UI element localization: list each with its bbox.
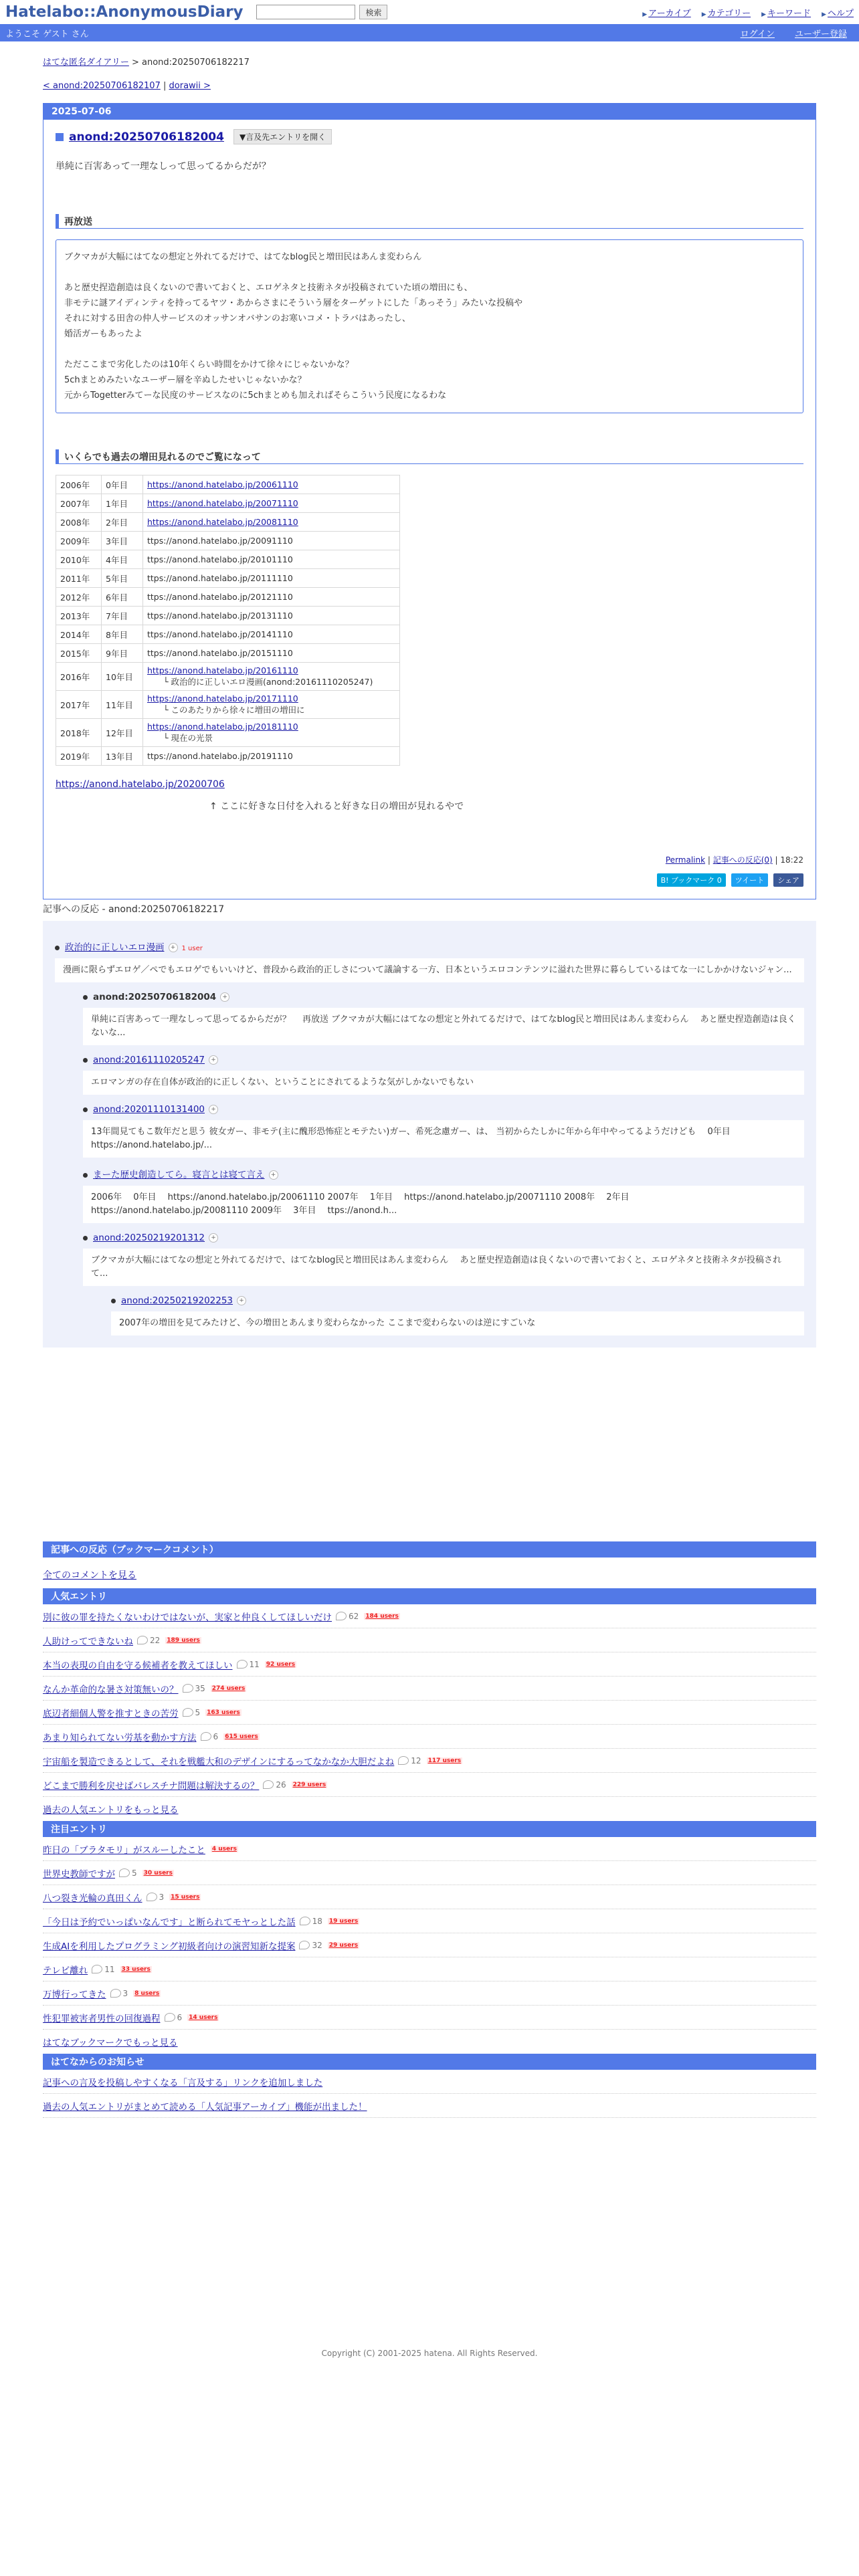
notable-more-link[interactable]: はてなブックマークでもっと見る: [43, 2038, 178, 2048]
bookmark-users-badge[interactable]: 229 users: [292, 1781, 326, 1788]
year-url-text: ttps://anond.hatelabo.jp/20121110: [147, 592, 293, 602]
quote-line: ただここまで劣化したのは10年くらい時間をかけて徐々にじゃないかな？: [64, 360, 354, 370]
prev-entry-link[interactable]: < anond:20250706182107: [43, 81, 161, 91]
bullet-icon: [111, 1299, 116, 1303]
welcome-bar: [0, 24, 859, 41]
nth-year-cell: 4年目: [102, 550, 143, 569]
entry-list-link[interactable]: 本当の表現の自由を守る候補者を教えてほしい: [43, 1660, 233, 1671]
reaction-head: [83, 1232, 804, 1243]
year-url-text: ttps://anond.hatelabo.jp/20131110: [147, 611, 293, 621]
news-link[interactable]: 過去の人気エントリがまとめて読める「人気記事アーカイブ」機能が出ました！: [43, 2101, 367, 2113]
permalink[interactable]: Permalink: [665, 855, 706, 865]
bookmark-comments-heading: 記事への反応（ブックマークコメント）: [43, 1541, 816, 1558]
popular-heading: 人気エントリ: [43, 1588, 816, 1604]
comment-count[interactable]: 6: [201, 1732, 219, 1741]
year-cell: 2009年: [56, 532, 102, 550]
comment-count[interactable]: 11: [237, 1660, 260, 1669]
entry-list-link[interactable]: どこまで勝利を戻せばパレスチナ問題は解決するの？: [43, 1780, 260, 1792]
reaction-head: [83, 1104, 804, 1115]
comment-count[interactable]: 18: [300, 1917, 322, 1926]
breadcrumb-sep: >: [128, 58, 142, 68]
url-cell: [143, 532, 400, 550]
bullet-icon: [55, 946, 60, 950]
nth-year-cell: 2年目: [102, 513, 143, 532]
search-button[interactable]: 検索: [359, 5, 387, 19]
year-url-text: ttps://anond.hatelabo.jp/20151110: [147, 648, 293, 658]
reaction-body: 2006年 0年目 https://anond.hatelabo.jp/20061110 2007年 1年目 https://anond.hatelabo.jp/20071110 2008年 2年目 https://anond.hatelabo.jp/20081110 2009年 3年目 ttps://anond.h...: [83, 1186, 804, 1223]
entry-list-link[interactable]: 底辺者細個人警を推すときの苦労: [43, 1708, 179, 1719]
reaction-item: [83, 1055, 804, 1095]
year-cell: 2013年: [56, 607, 102, 625]
url-cell: [143, 475, 400, 494]
comment-count[interactable]: 26: [263, 1780, 286, 1790]
sample-date-link[interactable]: https://anond.hatelabo.jp/20200706: [56, 779, 225, 790]
year-row: [56, 494, 400, 513]
reaction-item: [83, 1167, 804, 1223]
bookmark-users-badge[interactable]: 4 users: [211, 1845, 237, 1852]
year-cell: 2012年: [56, 588, 102, 607]
entry-intro: 単純に百害あって一理なしって思ってるからだが？: [56, 161, 271, 172]
notable-list: [43, 1837, 816, 2030]
year-url-text: ttps://anond.hatelabo.jp/20191110: [147, 751, 293, 761]
reaction-body: 漫画に限らずエロゲ／ペでもエロゲでもいいけど、普段から政治的正しさについて議論する一方、日本というエロコンテンツに溢れた世界に暮らしているはてな一にしかかけないジャン...: [55, 958, 804, 982]
year-row: [56, 588, 400, 607]
entry-list-item: [43, 2006, 816, 2030]
pager: [43, 81, 816, 91]
breadcrumb-root[interactable]: はてな匿名ダイアリー: [43, 58, 129, 68]
expand-icon[interactable]: +: [237, 1296, 246, 1305]
news-link[interactable]: 記事への言及を投稿しやすくなる「言及する」リンクを追加しました: [43, 2077, 323, 2088]
reactions-tree: [43, 921, 816, 1348]
year-cell: 2006年: [56, 475, 102, 494]
entry-list-item: [43, 1933, 816, 1957]
year-cell: 2011年: [56, 569, 102, 588]
reaction-title-link[interactable]: anond:20201110131400: [93, 1104, 205, 1115]
quote-line: 5chまとめみたいなユーザー層を辛ぬしたせいじゃないかな？: [64, 375, 306, 385]
comment-count[interactable]: 62: [336, 1612, 359, 1621]
entry-footer: Permalink | 記事への反応(0) | 18:22: [665, 855, 803, 865]
entry: [43, 120, 816, 899]
year-table: [56, 475, 400, 766]
year-cell: 2017年: [56, 691, 102, 719]
bullet-icon: [83, 995, 88, 1000]
bookmark-users-badge[interactable]: 163 users: [207, 1709, 240, 1716]
entry-list-link[interactable]: 万博行ってきた: [43, 1989, 106, 2000]
year-note: └ 政治的に正しいエロ漫画(anond:20161110205247): [163, 677, 373, 687]
nth-year-cell: 12年目: [102, 719, 143, 747]
url-cell: [143, 644, 400, 663]
bullet-icon: [83, 1058, 88, 1063]
facebook-share-button[interactable]: シェア: [773, 873, 803, 887]
entry-title-row: [56, 129, 803, 144]
year-url-link[interactable]: https://anond.hatelabo.jp/20161110: [147, 665, 298, 675]
comment-count[interactable]: 11: [92, 1965, 114, 1974]
comment-count[interactable]: 5: [183, 1708, 201, 1717]
year-url-text: ttps://anond.hatelabo.jp/20101110: [147, 554, 293, 564]
reaction-title-link[interactable]: anond:20250219201312: [93, 1232, 205, 1243]
year-row: [56, 625, 400, 644]
quote-line: 婚活ガーもあったよ: [64, 329, 142, 339]
bookmark-users-badge[interactable]: 14 users: [189, 2014, 218, 2021]
expand-icon[interactable]: +: [220, 992, 229, 1002]
reaction-body: エロマンガの存在自体が政治的に正しくない、ということにされてるような気がしかないでもない: [83, 1071, 804, 1095]
url-cell: [143, 663, 400, 691]
reaction-head: [83, 1167, 804, 1180]
reaction-item: [111, 1295, 804, 1335]
pager-sep: |: [160, 81, 169, 91]
top-links: [642, 6, 854, 19]
entry-list-item: [43, 1885, 816, 1909]
year-row: [56, 719, 400, 747]
hatena-bookmark-button[interactable]: B! ブックマーク 0: [657, 873, 726, 887]
nth-year-cell: 6年目: [102, 588, 143, 607]
reaction-item: [55, 940, 804, 982]
reaction-body: 単純に百害あって一理なしって思ってるからだが？ 再放送 ブクマカが大幅にはてなの想定と外れてるだけで、はてなblog民と増田民はあんま変わらん あと歴史捏造創造は良くないな...: [83, 1008, 804, 1045]
day-box: [43, 103, 816, 899]
news-item: [43, 2094, 816, 2118]
ad-space: [43, 1348, 816, 1541]
reaction-head: [111, 1295, 804, 1306]
url-cell: [143, 625, 400, 644]
help-link[interactable]: ▶ ヘルプ: [822, 6, 854, 19]
reactions-count-link[interactable]: 記事への反応(0): [712, 855, 773, 865]
year-row: [56, 475, 400, 494]
title-square-icon: [56, 133, 64, 141]
entry-list-link[interactable]: 性犯罪被害者男性の回復過程: [43, 2013, 161, 2024]
entry-list-link[interactable]: 生成AIを利用したプログラミング初級者向けの演習知新な提案: [43, 1941, 296, 1952]
year-url-text: ttps://anond.hatelabo.jp/20091110: [147, 536, 293, 546]
entry-list-link[interactable]: 「今日は予約でいっぱいなんです」と断られてモヤっとした話: [43, 1917, 296, 1928]
url-cell: [143, 719, 400, 747]
welcome-text: ようこそ ゲスト さん: [5, 29, 89, 39]
year-cell: 2015年: [56, 644, 102, 663]
bookmark-users-badge[interactable]: 8 users: [134, 1990, 160, 1997]
reaction-head: [83, 992, 804, 1002]
year-url-text: ttps://anond.hatelabo.jp/20141110: [147, 629, 293, 639]
news-list: [43, 2070, 816, 2118]
year-url-link[interactable]: https://anond.hatelabo.jp/20171110: [147, 693, 298, 704]
quote-line: 非モテに謎アイディンティを持ってるヤツ・あからさまにそういう層をターゲットにした「あっそう」みたいな投稿や: [64, 298, 523, 308]
year-row: [56, 550, 400, 569]
nth-year-cell: 8年目: [102, 625, 143, 644]
entry-list-link[interactable]: テレビ離れ: [43, 1965, 88, 1976]
entry-list-item: [43, 1957, 816, 1981]
year-row: [56, 607, 400, 625]
entry-list-link[interactable]: なんか革命的な暑さ対策無いの？: [43, 1684, 179, 1695]
reaction-body: 13年間見てもこ数年だと思う 彼女ガー、非モテ(主に醜形恐怖症とモテたい)ガー、希死念慮ガー、は、 当初からたしかに年から年中やってるようだけども 0年目 https://anond.hatelabo.jp/...: [83, 1120, 804, 1158]
nth-year-cell: 5年目: [102, 569, 143, 588]
quote-line: 元からTogetterみてーな民度のサービスなのに5chまとめも加えればそらこういう民度になるわな: [64, 391, 447, 401]
tweet-button[interactable]: ツイート: [731, 873, 768, 887]
reaction-item: [83, 992, 804, 1045]
url-cell: [143, 691, 400, 719]
login-link[interactable]: ログイン: [740, 29, 775, 39]
top-bar: [0, 0, 859, 24]
url-cell: [143, 607, 400, 625]
entry-time: 18:22: [780, 855, 803, 865]
bookmark-users-badge[interactable]: 15 users: [171, 1893, 200, 1901]
bookmark-users-badge[interactable]: 117 users: [427, 1757, 462, 1764]
entry-list-item: [43, 1628, 816, 1652]
year-row: [56, 532, 400, 550]
section-heading-archive: いくらでも過去の増田見れるのでご覧になって: [56, 449, 803, 464]
reaction-title-link[interactable]: 政治的に正しいエロ漫画: [65, 942, 165, 953]
reaction-item: [83, 1104, 804, 1158]
nth-year-cell: 13年目: [102, 747, 143, 766]
entry-list-link[interactable]: 世界史教師ですが: [43, 1868, 115, 1880]
expand-icon[interactable]: +: [209, 1233, 218, 1243]
url-cell: [143, 513, 400, 532]
news-item: [43, 2070, 816, 2094]
expand-icon[interactable]: +: [209, 1055, 218, 1065]
url-cell: [143, 747, 400, 766]
comment-count[interactable]: 12: [398, 1756, 421, 1765]
nth-year-cell: 1年目: [102, 494, 143, 513]
year-cell: 2019年: [56, 747, 102, 766]
entry-list-item: [43, 1677, 816, 1701]
nth-year-cell: 11年目: [102, 691, 143, 719]
reaction-title-link[interactable]: anond:20250219202253: [121, 1295, 233, 1306]
entry-list-item: [43, 1701, 816, 1725]
entry-list-item: [43, 1652, 816, 1677]
entry-list-link[interactable]: 宇宙船を製造できるとして、それを戦艦大和のデザインにするってなかなか大胆だよね: [43, 1756, 395, 1767]
popular-list: [43, 1604, 816, 1797]
comment-count[interactable]: 6: [165, 2013, 183, 2022]
entry-list-item: [43, 1604, 816, 1628]
entry-list-link[interactable]: 人助けってできないね: [43, 1636, 133, 1647]
year-cell: 2014年: [56, 625, 102, 644]
day-date: 2025-07-06: [43, 104, 816, 120]
entry-list-item: [43, 1773, 816, 1797]
breadcrumb: [43, 55, 816, 68]
entry-list-item: [43, 1837, 816, 1861]
year-row: [56, 747, 400, 766]
bullet-icon: [83, 1107, 88, 1112]
reaction-body: ブクマカが大幅にはてなの想定と外れてるだけで、はてなblog民と増田民はあんま変わらん あと歴史捏造創造は良くないので書いておくと、エロゲネタと技術ネタが投稿されて...: [83, 1249, 804, 1286]
news-heading: はてなからのお知らせ: [43, 2054, 816, 2070]
entry-title-link[interactable]: anond:20250706182004: [69, 130, 224, 144]
comment-count[interactable]: 32: [299, 1941, 322, 1950]
entry-list-item: [43, 1861, 816, 1885]
nth-year-cell: 3年目: [102, 532, 143, 550]
bookmark-users-badge[interactable]: 29 users: [328, 1941, 359, 1949]
bookmark-users-badge[interactable]: 33 users: [121, 1965, 151, 1973]
url-cell: [143, 550, 400, 569]
user-count-badge[interactable]: 1 user: [181, 945, 203, 952]
year-cell: 2010年: [56, 550, 102, 569]
quote-line: ブクマカが大幅にはてなの想定と外れてるだけで、はてなblog民と増田民はあんま変わらん: [64, 252, 422, 262]
open-referenced-entry-button[interactable]: ▼言及先エントリを開く: [233, 129, 332, 144]
nth-year-cell: 9年目: [102, 644, 143, 663]
comment-count[interactable]: 3: [110, 1989, 128, 1998]
entry-list-link[interactable]: 八つ裂き光輪の真田くん: [43, 1893, 142, 1904]
year-url-link[interactable]: https://anond.hatelabo.jp/20071110: [147, 498, 298, 508]
url-cell: [143, 569, 400, 588]
section-heading-rerun: 再放送: [56, 214, 803, 229]
quote-line: [64, 265, 795, 280]
bookmark-users-badge[interactable]: 19 users: [328, 1917, 359, 1925]
expand-icon[interactable]: +: [169, 943, 178, 952]
quote-line: あと歴史捏造創造は良くないので書いておくと、エロゲネタと技術ネタが投稿されていた頃の増田にも、: [64, 283, 473, 293]
search-input[interactable]: [256, 5, 355, 19]
quote-line: [64, 342, 795, 357]
expand-icon[interactable]: +: [209, 1105, 218, 1114]
reaction-title-link[interactable]: まーた歴史創造してら。寝言とは寝て言え: [93, 1170, 265, 1180]
bookmark-users-badge[interactable]: 92 users: [266, 1660, 296, 1668]
category-link[interactable]: ▶ カテゴリー: [702, 6, 751, 19]
comment-count[interactable]: 22: [137, 1636, 160, 1645]
reactions-title: 記事への反応 - anond:20250706182217: [43, 904, 225, 915]
year-row: [56, 663, 400, 691]
comment-count[interactable]: 5: [119, 1868, 137, 1878]
quote-block: [56, 239, 803, 413]
reaction-body: 2007年の増田を見てみたけど、今の増田とあんまり変わらなかった ここまで変わらないのは逆にすごいな: [111, 1311, 804, 1335]
copyright: Copyright (C) 2001-2025 hatena. All Rights Reserved.: [321, 2349, 538, 2358]
popular-more-link[interactable]: 過去の人気エントリをもっと見る: [43, 1805, 179, 1816]
reaction-item: [83, 1232, 804, 1286]
bookmark-users-badge[interactable]: 184 users: [365, 1612, 399, 1620]
url-cell: [143, 494, 400, 513]
entry-list-link[interactable]: 別に彼の罪を持たくないわけではないが、実家と仲良くしてほしいだけ: [43, 1612, 332, 1623]
entry-list-link[interactable]: あまり知られてない労基を動かす方法: [43, 1732, 197, 1743]
bookmark-users-badge[interactable]: 615 users: [225, 1733, 258, 1740]
reaction-head: [83, 1055, 804, 1065]
keyword-link[interactable]: ▶ キーワード: [761, 6, 811, 19]
year-url-link[interactable]: https://anond.hatelabo.jp/20061110: [147, 479, 298, 490]
reaction-head: [55, 940, 804, 953]
notable-heading: 注目エントリ: [43, 1821, 816, 1837]
year-cell: 2007年: [56, 494, 102, 513]
reaction-title-link[interactable]: anond:20161110205247: [93, 1055, 205, 1065]
expand-icon[interactable]: +: [269, 1170, 278, 1180]
bookmark-users-badge[interactable]: 30 users: [143, 1869, 173, 1876]
nth-year-cell: 7年目: [102, 607, 143, 625]
year-url-link[interactable]: https://anond.hatelabo.jp/20181110: [147, 722, 298, 732]
year-note: └ 現在の光景: [163, 733, 213, 743]
register-link[interactable]: ユーザー登録: [794, 29, 847, 39]
year-note: └ このあたりから徐々に増田の増田に: [163, 705, 305, 715]
year-row: [56, 513, 400, 532]
nth-year-cell: 0年目: [102, 475, 143, 494]
year-url-link[interactable]: https://anond.hatelabo.jp/20081110: [147, 517, 298, 527]
share-buttons: [56, 873, 803, 887]
bullet-icon: [83, 1236, 88, 1241]
quote-line: それに対する田舎の仲人サービスのオッサンオバサンのお寒いコメ・トラバはあったし、: [64, 314, 411, 324]
year-cell: 2008年: [56, 513, 102, 532]
entry-list-link[interactable]: 昨日の「ブラタモリ」がスルーしたこと: [43, 1844, 205, 1856]
url-cell: [143, 588, 400, 607]
entry-list-item: [43, 1749, 816, 1773]
bookmark-users-badge[interactable]: 189 users: [167, 1636, 200, 1644]
reaction-title-link[interactable]: anond:20250706182004: [93, 992, 217, 1002]
bookmark-users-badge[interactable]: 274 users: [211, 1685, 246, 1692]
all-comments-link[interactable]: 全てのコメントを見る: [43, 1570, 136, 1581]
entry-list-item: [43, 1981, 816, 2006]
year-row: [56, 691, 400, 719]
comment-count[interactable]: 3: [147, 1893, 165, 1902]
year-cell: 2018年: [56, 719, 102, 747]
main-content: [43, 55, 816, 2118]
year-row: [56, 644, 400, 663]
site-logo[interactable]: Hatelabo::AnonymousDiary: [5, 3, 244, 21]
entry-list-item: [43, 1909, 816, 1933]
entry-list-item: [43, 1725, 816, 1749]
archive-link[interactable]: ▶ アーカイブ: [642, 6, 691, 19]
arrow-note: ↑ ここに好きな日付を入れると好きな日の増田が見れるやで: [209, 801, 464, 812]
nth-year-cell: 10年目: [102, 663, 143, 691]
breadcrumb-current: anond:20250706182217: [142, 58, 250, 68]
comment-count[interactable]: 35: [183, 1684, 205, 1693]
bullet-icon: [83, 1173, 88, 1178]
year-row: [56, 569, 400, 588]
next-entry-link[interactable]: dorawii >: [169, 81, 211, 91]
year-cell: 2016年: [56, 663, 102, 691]
year-url-text: ttps://anond.hatelabo.jp/20111110: [147, 573, 293, 583]
